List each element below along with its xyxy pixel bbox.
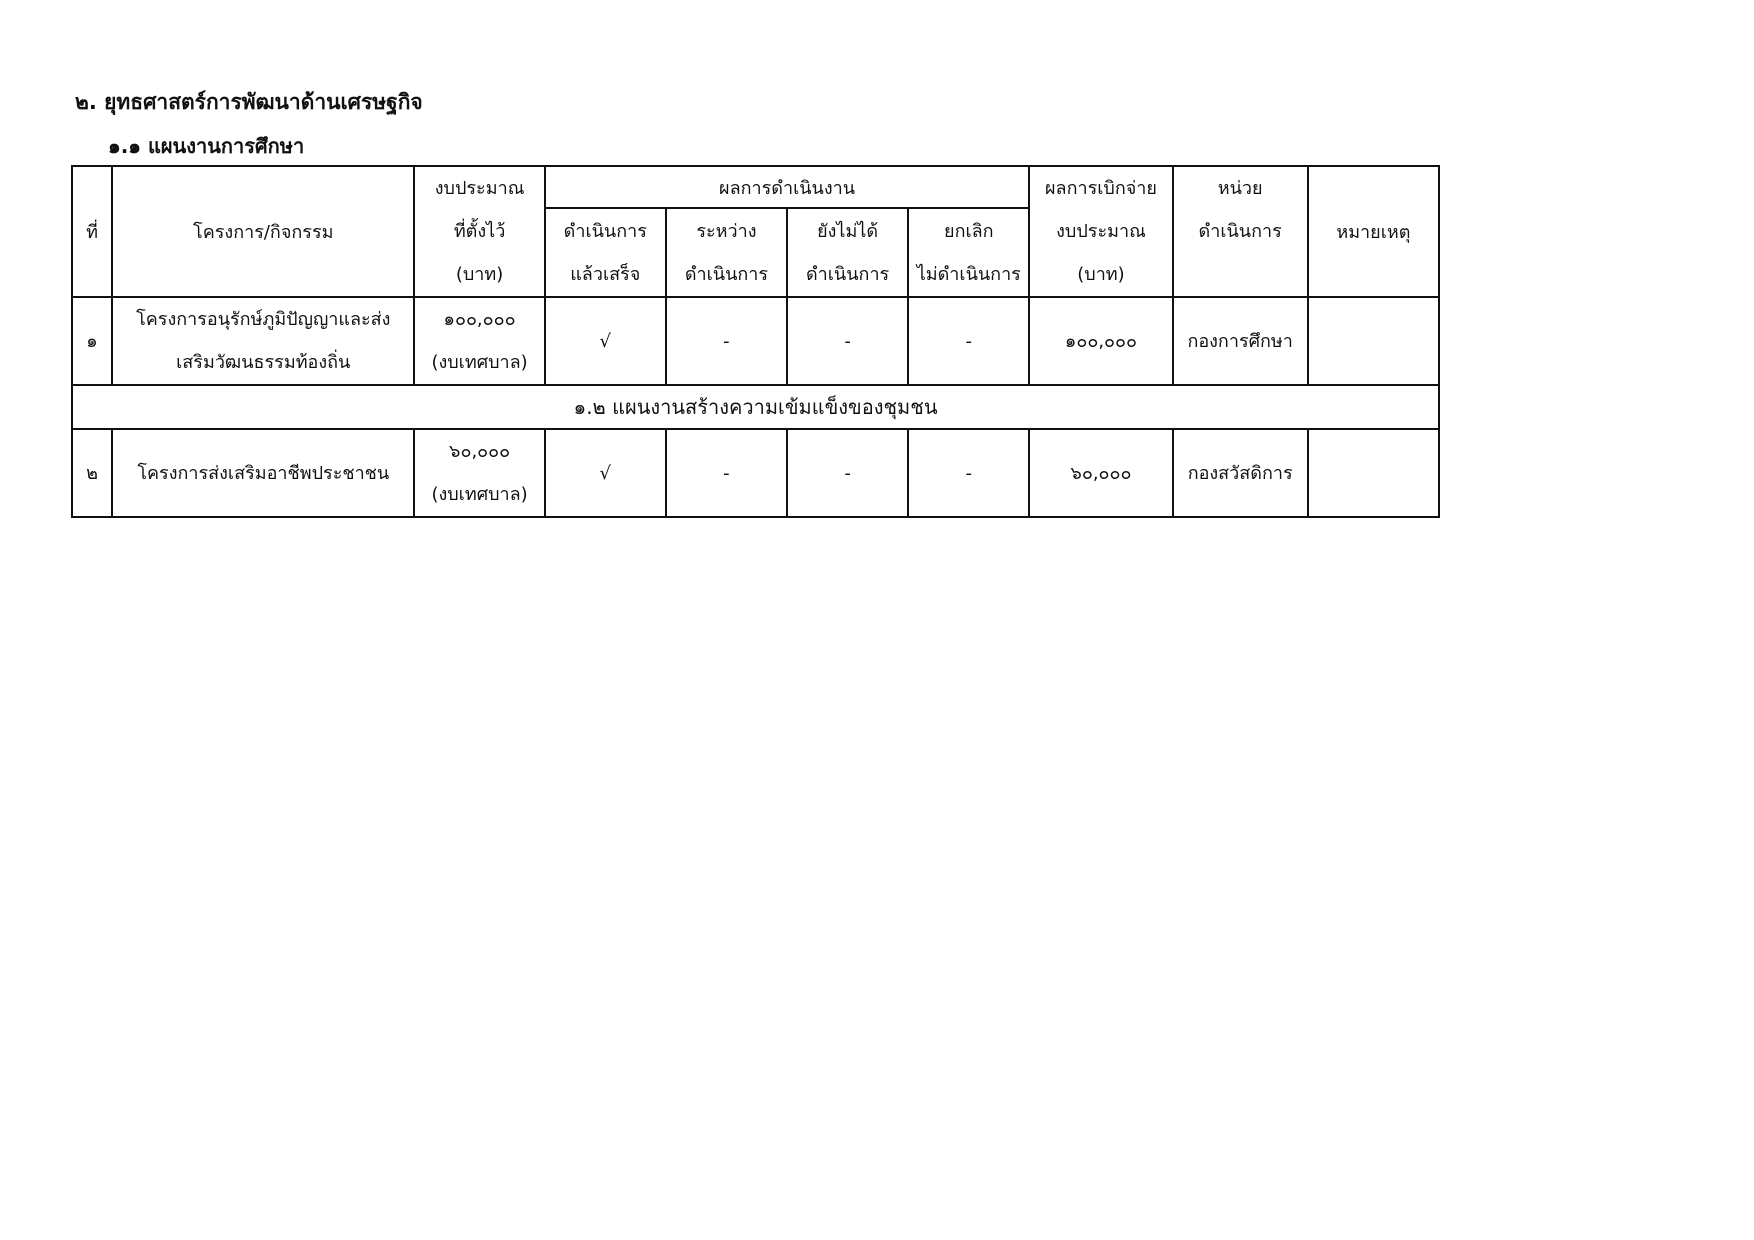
header-budget-line: (บาท): [455, 264, 504, 285]
header-disbursed-line: งบประมาณ: [1056, 221, 1146, 242]
budget-source: (งบเทศบาล): [431, 352, 528, 373]
cell-not-started: [787, 297, 908, 385]
header-row-1: [72, 166, 1439, 208]
dash: -: [844, 462, 851, 484]
performance-table: [71, 165, 1440, 518]
check-mark-icon: √: [599, 462, 611, 484]
unit-name: กองสวัสดิการ: [1187, 462, 1293, 484]
header-unit-line: ดำเนินการ: [1198, 221, 1282, 242]
header-cancelled: [908, 208, 1029, 297]
header-completed-line: แล้วเสร็จ: [570, 263, 641, 285]
check-mark-icon: √: [599, 330, 611, 352]
header-result-group: ผลการดำเนินงาน: [545, 166, 1030, 208]
cell-unit: [1173, 297, 1308, 385]
header-in-progress-line: ดำเนินการ: [684, 263, 769, 285]
cell-in-progress: [666, 429, 787, 517]
project-name-line: โครงการอนุรักษ์ภูมิปัญญาและส่ง: [136, 309, 391, 330]
cell-unit: [1173, 429, 1308, 517]
disbursed-amount: ๑๐๐,๐๐๐: [1064, 330, 1138, 352]
header-budget-line: ที่ตั้งไว้: [453, 221, 506, 242]
dash: -: [844, 330, 851, 352]
cell-not-started: [787, 429, 908, 517]
cell-no: [72, 429, 112, 517]
table-row: [72, 297, 1439, 385]
cell-remark: [1308, 429, 1439, 517]
header-completed: [545, 208, 666, 297]
plan-heading-community: ๑.๒ แผนงานสร้างความเข้มแข็งของชุมชน: [72, 385, 1439, 429]
header-disbursed-line: ผลการเบิกจ่าย: [1045, 178, 1157, 199]
unit-name: กองการศึกษา: [1187, 330, 1293, 352]
budget-amount: ๑๐๐,๐๐๐: [443, 309, 516, 330]
cell-completed: [545, 429, 666, 517]
section-row: [72, 385, 1439, 429]
cell-budget: [414, 297, 544, 385]
header-unit: [1173, 166, 1308, 297]
header-budget: [414, 166, 544, 297]
dash: -: [965, 330, 973, 352]
header-in-progress-line: ระหว่าง: [696, 220, 757, 242]
cell-completed: [545, 297, 666, 385]
dash: -: [723, 462, 730, 484]
cell-remark: [1308, 297, 1439, 385]
header-completed-line: ดำเนินการ: [563, 220, 647, 242]
row-no: ๒: [86, 462, 98, 484]
cell-project: [112, 297, 414, 385]
header-cancelled-line: ไม่ดำเนินการ: [916, 263, 1021, 285]
header-not-started-line: ดำเนินการ: [805, 263, 890, 285]
cell-no: [72, 297, 112, 385]
header-not-started-line: ยังไม่ได้: [817, 220, 879, 242]
budget-amount: ๖๐,๐๐๐: [449, 441, 511, 462]
section-heading: ๒. ยุทธศาสตร์การพัฒนาด้านเศรษฐกิจ: [75, 90, 423, 114]
cell-disbursed: [1029, 297, 1172, 385]
disbursed-amount: ๖๐,๐๐๐: [1070, 462, 1132, 484]
header-unit-line: หน่วย: [1217, 178, 1263, 199]
row-no: ๑: [86, 330, 98, 352]
header-remark: หมายเหตุ: [1308, 166, 1439, 297]
header-unit-line: [1174, 253, 1307, 296]
budget-source: (งบเทศบาล): [431, 484, 528, 505]
header-project: โครงการ/กิจกรรม: [112, 166, 414, 297]
header-disbursed: [1029, 166, 1172, 297]
header-no: ที่: [72, 166, 112, 297]
cell-in-progress: [666, 297, 787, 385]
table-row: [72, 429, 1439, 517]
header-cancelled-line: ยกเลิก: [944, 220, 994, 242]
header-disbursed-line: (บาท): [1077, 264, 1125, 285]
project-name-line: โครงการส่งเสริมอาชีพประชาชน: [137, 462, 390, 484]
cell-disbursed: [1029, 429, 1172, 517]
project-name-line: เสริมวัฒนธรรมท้องถิ่น: [176, 352, 351, 373]
header-not-started: [787, 208, 908, 297]
cell-cancelled: [908, 429, 1029, 517]
dash: -: [723, 330, 730, 352]
plan-heading-education: ๑.๑ แผนงานการศึกษา: [108, 134, 305, 158]
header-in-progress: [666, 208, 787, 297]
cell-project: [112, 429, 414, 517]
cell-cancelled: [908, 297, 1029, 385]
header-budget-line: งบประมาณ: [434, 178, 525, 199]
cell-budget: [414, 429, 544, 517]
dash: -: [965, 462, 973, 484]
